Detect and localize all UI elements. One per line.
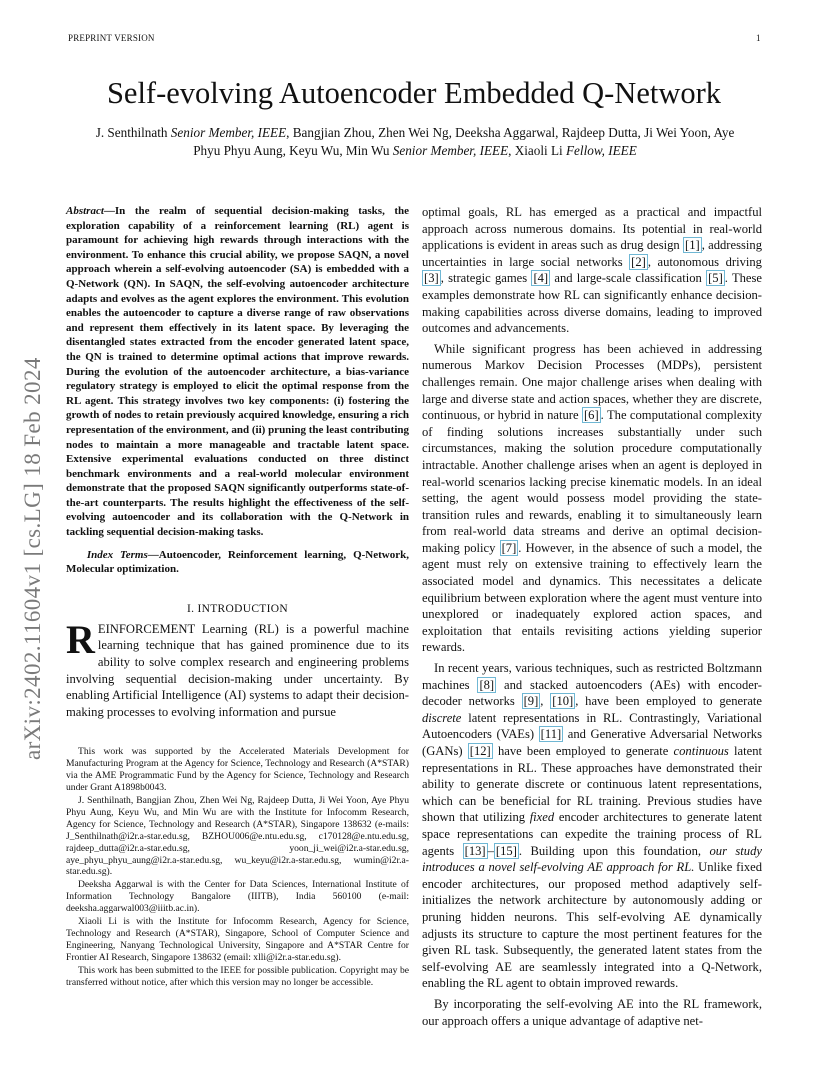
intro-paragraph [66,616,409,721]
citation-link[interactable]: [4] [533,271,549,286]
section-number: I. [187,602,198,615]
citation-link[interactable]: [3] [424,271,439,286]
citation-link[interactable]: [15] [495,843,517,858]
drop-cap: R [66,616,95,662]
author-role: Senior Member, IEEE [170,125,287,140]
abstract [66,204,409,540]
author-list [95,124,735,160]
body-paragraph: By incorporating the self-evolving AE into the RL framework, our approach offers a unique advantage of adaptive net- [422,996,762,1028]
citation-link[interactable]: [2] [631,254,646,269]
abstract-text: —In the realm of sequential decision-making tasks, the exploration capability of a reinforcement learning (RL) agent is paramount for achieving high rewards through interactions with the environment. To enhance this crucial ability, we propose SAQN, a novel approach wherein a self-evolving autoencoder (SA) is embedded with a Q-Network (QN). In SAQN, the self-evolving autoencoder architecture adapts and evolves as the agent explores the environment. This evolution enables the autoencoder to capture a diverse range of raw observations and represent them effectively in its latent space. By leveraging the disentangled states extracted from the encoder generated latent space, the QN is trained to determine optimal actions that improve rewards. During the evolution of the autoencoder architecture, a bias-variance regulatory strategy is employed to elicit the optimal response from the RL agent. This strategy involves two key components: (i) fostering the growth of nodes to retain previously acquired knowledge, ensuring a rich representation of the environment, and (ii) pruning the least contributing nodes to maintain a more manageable and tractable latent space. Extensive experimental evaluations conducted on three distinct benchmark environments and a real-world molecular environment demonstrate that the proposed SAQN significantly outperforms state-of-the-art counterparts. The results highlight the effectiveness of the self-evolving autoencoder and its collaboration with the Q-Network in tackling sequential decision-making tasks. [66,205,409,539]
author-name: , Xiaoli Li [508,143,563,158]
right-column [422,204,762,1033]
section-heading [66,603,409,615]
footnote: This work has been submitted to the IEEE for possible publication. Copyright may be transferred without notice, after which this version may no longer be accessible. [66,964,409,988]
index-terms-text: —Autoencoder, Reinforcement learning, Q-Network, Molecular optimization. [66,548,409,576]
author-name: J. Senthilnath [95,125,168,140]
body-paragraph: In recent years, various techniques, such as restricted Boltzmann machines [8] and stacked autoencoders (AEs) with encoder-decoder networks [9] , [10] , have been employed to generate discrete latent representations in RL. Contrastingly, Variational Autoencoders (VAEs) [11] and Generative Adversarial Networks (GANs) [12] have been employed to generate continuous latent representations in RL. These approaches have demonstrated their ability to generate discrete or continuous latent representations, which can be beneficial for RL training. Previous studies have shown that utilizing fixed encoder architectures to generate latent space representations can expedite the training process of RL agents [13] – [15] . Building upon this foundation, our study introduces a novel self-evolving AE approach for RL. Unlike fixed encoder architectures, our proposed method adaptively self-initializes the network architecture by autonomously adding or pruning hidden neurons. This self-evolving AE dynamically adjusts its structure to capture the most pertinent features for the given RL task. Subsequently, the generated latent states from the self-evolving AE are seamlessly integrated into a Q-Network, enabling the RL agent to obtain improved rewards. [422,661,763,991]
author-role: Senior Member, IEEE [392,143,509,158]
citation-link[interactable]: [8] [479,677,495,692]
citation-link[interactable]: [12] [469,744,491,758]
footnote: J. Senthilnath, Bangjian Zhou, Zhen Wei Ng, Rajdeep Dutta, Ji Wei Yoon, Aye Phyu Phyu Aung, Keyu Wu, and Min Wu are with the Institute for Infocomm Research, Agency for Science, Technology and Research (A*STAR), Singapore 138632 (e-mails: J_Senthilnath@i2r.a-star.edu.sg, BZHOU006@e.ntu.edu.sg, c170128@e.ntu.edu.sg, rajdeep_dutta@i2r.a-star.edu.sg, yoon_ji_wei@i2r.a-star.edu.sg, aye_phyu_phyu_aung@i2r.a-star.edu.sg, wu_keyu@i2r.a-star.edu.sg, wumin@i2r.a-star.edu.sg). [66,795,409,878]
section-title-initial: I [197,602,202,615]
body-paragraph: While significant progress has been achieved in addressing numerous Markov Decision Processes (MDPs), persistent challenges remain. One major challenge arises when dealing with large and diverse state and action spaces, whether they are discrete, continuous, or hybrid in nature [6] . The computational complexity of finding solutions increases substantially under such circumstances, making the solution procedure computationally intractable. Another challenge arises when an agent is deployed in real-world scenarios lacking precise kinematic models. In an ideal setting, the agent would possess model providing the state-transition rules and rewards, enabling it to simultaneously learn from real-world data streams and derive an optimal decision-making policy [7] . However, in the absence of such a model, the agent must rely on extensive training to effectively learn the associated model and dynamics. This necessitates a delicate equilibrium between exploration where the agent must venture into unexplored or inadequately explored action spaces, and exploitation that entails revisiting actions yielding superior rewards. [422,341,763,655]
abstract-label: Abstract [66,205,104,217]
body-paragraph: optimal goals, RL has emerged as a practical and impactful approach across numerous domains. Its potential in real-world applications is evident in areas such as drug design [1] , addressing uncertainties in large social networks [2] , autonomous driving [3] , strategic games [4] and large-scale classification [5] . These examples demonstrate how RL can significantly enhance decision-making capabilities across diverse domains, leading to improved outcomes and advancements. [422,205,763,336]
footnote: Deeksha Aggarwal is with the Center for Data Sciences, International Institute of Information Technology Bangalore (IIITB), India 560100 (e-mail: deeksha.aggarwal003@iiitb.ac.in). [66,879,409,915]
index-terms [66,548,409,577]
footnote: Xiaoli Li is with the Institute for Infocomm Research, Agency for Science, Technology and Research (A*STAR), Singapore, School of Computer Science and Engineering, Nanyang Technological University, Singapore and A*STAR Centre for Frontier AI Research, Singapore 138632 (email: xlli@i2r.a-star.edu.sg). [66,916,409,963]
author-role: Fellow, IEEE [566,143,637,158]
page-number: 1 [756,33,761,43]
footnote: This work was supported by the Accelerated Materials Development for Manufacturing Program at the Agency for Science, Technology and Research (A*STAR) via the AME Programmatic Fund by the Agency for Science, Technology and Research under Grant A1898b0043. [66,746,409,794]
index-terms-label: Index Terms [86,548,148,561]
paper-title: Self-evolving Autoencoder Embedded Q-Network [106,76,722,110]
running-header: PREPRINT VERSION [68,33,155,43]
citation-link[interactable]: [7] [501,540,517,555]
citation-link[interactable]: [1] [685,238,700,253]
footnotes [66,746,409,988]
citation-link[interactable]: [13] [464,843,486,858]
section-title: NTRODUCTION [201,602,288,615]
citation-link[interactable]: [5] [708,271,723,286]
intro-text: EINFORCEMENT Learning (RL) is a powerful machine learning technique that has gained prominence due to its ability to solve complex research and engineering problems involving sequential decision-making under uncertainty. By enabling Artificial Intelligence (AI) systems to adapt their decision-making processes to evolving information and pursue [66,621,409,719]
citation-link[interactable]: [11] [540,727,562,742]
citation-link[interactable]: [9] [523,694,539,709]
citation-link[interactable]: [6] [583,408,599,423]
arxiv-stamp: arXiv:2402.11604v1 [cs.LG] 18 Feb 2024 [20,357,45,760]
author-names: , Bangjian Zhou, Zhen Wei Ng, Deeksha Aggarwal, Rajdeep Dutta, Ji Wei Yoon, Aye Phyu Phyu Aung, Keyu Wu, Min Wu [193,125,735,158]
left-column [66,204,409,989]
citation-link[interactable]: [10] [552,694,574,709]
